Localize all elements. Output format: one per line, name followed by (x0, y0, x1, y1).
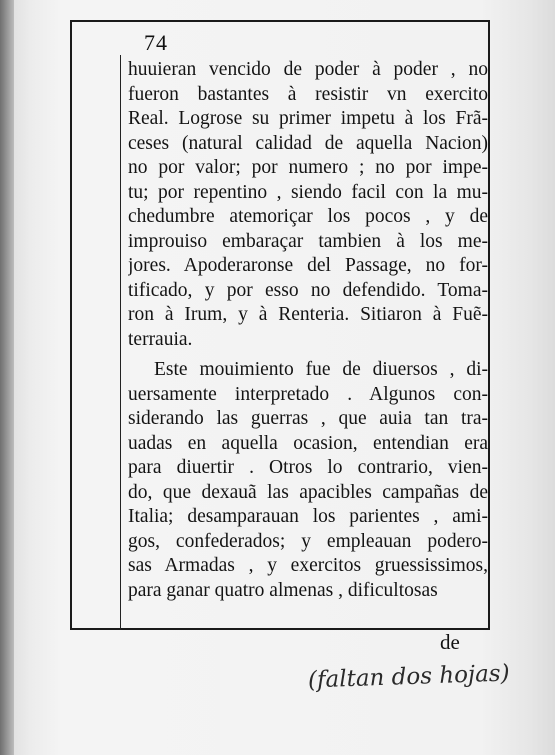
text-line: uadas en aquella ocasion, entendian era (128, 432, 488, 454)
text-line: para diuertir . Otros lo contrario, vien- (128, 457, 488, 478)
text-line: sas Armadas , y exercitos gruessissimos, (128, 555, 488, 576)
text-line: no por valor; por numero ; no por impe- (128, 157, 488, 178)
text-line: huuieran vencido de poder à poder , no (128, 59, 488, 80)
text-line: chedumbre atemoriçar los pocos , y de (128, 206, 488, 227)
text-line: Este mouimiento fue de diuersos , di- (154, 359, 488, 380)
catchword: de (440, 630, 460, 654)
text-line: uersamente interpretado . Algunos con- (128, 383, 488, 405)
text-line: gos, confederados; y empleauan podero- (128, 530, 488, 552)
text-line: do, que dexauã las apacibles campañas de (128, 481, 488, 503)
text-line: Real. Logrose su primer impetu à los Frã- (128, 108, 488, 129)
page-number: 74 (144, 30, 168, 55)
text-line: para ganar quatro almenas , dificultosas (128, 579, 438, 601)
paragraph (128, 358, 488, 603)
text-line: tificado, y por esso no defendido. Toma- (128, 279, 488, 301)
text-line: fueron bastantes à resistir vn exercito (128, 83, 488, 105)
text-line: ceses (natural calidad de aquella Nacion) (128, 132, 488, 154)
text-line: terrauia. (128, 328, 193, 350)
text-line: jores. Apoderaronse del Passage, no for- (128, 255, 488, 276)
text-line: tu; por repentino , siendo facil con la mu- (128, 181, 488, 203)
text-line: siderando las guerras , que auia tan tra- (128, 408, 488, 429)
text-line: Italia; desamparauan los parientes , ami- (128, 506, 488, 527)
handwritten-annotation: (faltan dos hojas) (307, 660, 511, 694)
paragraph (128, 58, 488, 352)
text-block (128, 58, 488, 603)
text-line: ron à Irum, y à Renteria. Sitiaron à Fuẽ- (128, 304, 488, 325)
book-spine-shadow (0, 0, 14, 755)
text-line: improuiso embaraçar tambien à los me- (128, 230, 488, 252)
